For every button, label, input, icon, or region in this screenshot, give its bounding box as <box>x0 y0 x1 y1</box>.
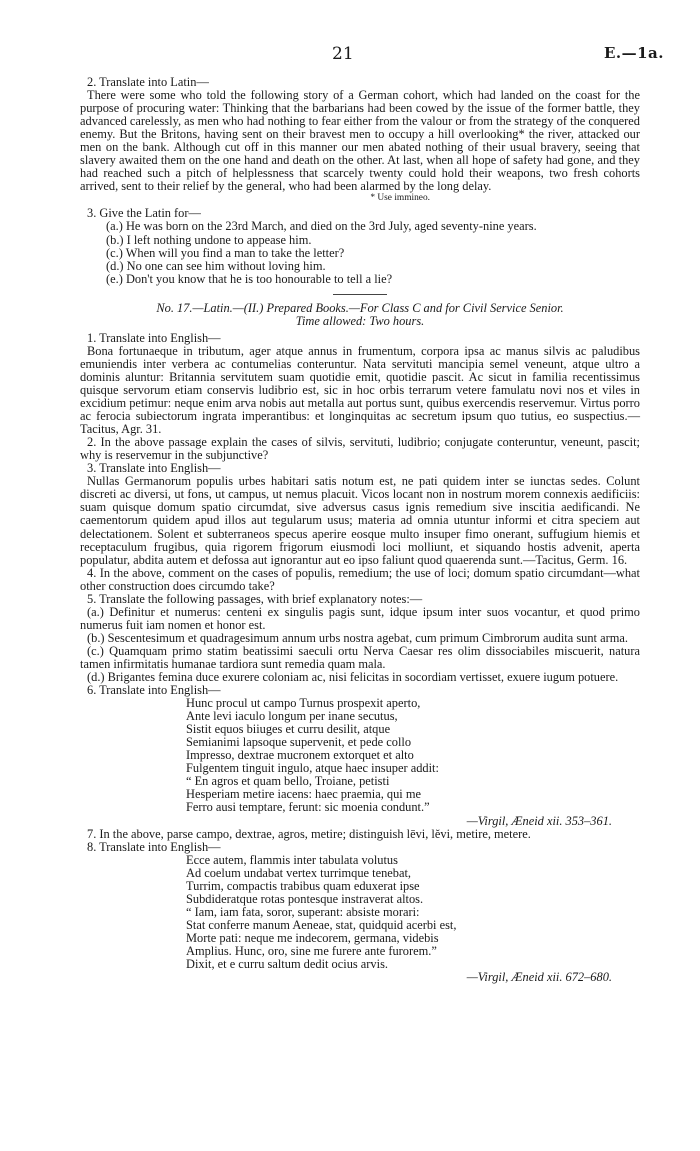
verse-line: Semianimi lapsoque supervenit, et pede collo <box>186 735 412 750</box>
verse-line: Amplius. Hunc, oro, sine me furere ante furorem.” <box>186 944 437 958</box>
question-text: Bona fortunaeque in tributum, ager atque annus in frumentum, corpora ipsa ac manus silvis ac paludibus emuniendis inter verbera ac contumelias conteruntur. Nata servituti mancipia semel veneunt, atque ultro a dominis aluntur: Britannia servitutem suam quotidie emit, quotidie pascit. Ac sicut in familia recentissimus quisque servorum etiam conservis ludibrio est, sic in hoc orbis terrarum vetere famulatu novi nos et viles in excidium petimur: neque enim arva nobis aut metalla aut portus sunt, quibus exercendis reservemur. Virtus porro ac ferocia subiectorum ingrata imperantibus: et longinquitas ac secretum ipsum quo tutius, eo suspectius.—Tacitus, Agr. 31. <box>80 343 640 437</box>
question-heading: 1. Translate into English— <box>87 330 221 345</box>
question-heading: 5. Translate the following passages, with brief explanatory notes:— <box>87 591 423 606</box>
section-divider <box>333 294 387 295</box>
question-heading: 8. Translate into English— <box>87 839 221 854</box>
paper-title: No. 17.—Latin.—(II.) Prepared Books.—For Class C and for Civil Service Senior. <box>156 300 564 315</box>
question-text: Nullas Germanorum populis urbes habitari satis notum est, ne pati quidem inter se iunctas sedes. Colunt discreti ac diversi, ut fons, ut campus, ut nemus placuit. Vicos locant non in nostrum morem connexis aedificiis: suam quisque domum spatio circumdat, sive adversus casus ignis remedium sive inscitia aedificandi. Ne caementorum quidem apud illos aut tegularum usus; materia ad omnia utuntur informi et citra speciem aut delectationem. Solent et subterraneos specus aperire eosque multo insuper fimo onerant, suffugium hiemis et receptaculum frugibus, quia rigorem frigorum eiusmodi loci molliunt, et siquando hostis advenit, aperta populatur, abdita autem et defossa aut ignorantur aut eo ipso faliunt quod quaerenda sunt.—Tacitus, Germ. 16. <box>80 474 640 567</box>
list-item: (d.) No one can see him without loving him. <box>106 258 326 273</box>
verse-line: Turrim, compactis trabibus quam eduxerat ipse <box>186 878 420 893</box>
list-item: (b.) I left nothing undone to appease him. <box>106 232 312 247</box>
question-heading: 2. Translate into Latin— <box>87 75 209 89</box>
document-reference: E.—1a. <box>603 44 664 62</box>
verse-line: Dixit, et e curru saltum dedit ocius arvis. <box>186 957 388 972</box>
verse-line: Ferro ausi temptare, ferunt: sic moenia condunt.” <box>186 800 430 815</box>
verse-line: Ante levi iaculo longum per inane secutus, <box>186 709 398 724</box>
citation: —Virgil, Æneid xii. 353–361. <box>466 813 612 828</box>
verse-line: Morte pati: neque me indecorem, germana, videbis <box>186 930 439 945</box>
verse-line: Hesperiam metire iacens: haec praemia, qui me <box>186 787 421 802</box>
list-item: (a.) Definitur et numerus: centeni ex singulis pagis sunt, idque ipsum inter suos vocantur, et quod primo numerus fuit iam nomen et honor est. <box>80 604 640 632</box>
question-text: There were some who told the following story of a German cohort, which had landed on the coast for the purpose of procuring water: Thinking that the barbarians had been cowed by the issue of the former battle, they advanced carelessly, as men who had nothing to fear either from the valour or from the strategy of the conquered enemy. But the Britons, having sent on their bravest men to occupy a hill overlooking* the river, attacked our men on the bank. Although cut off in this manner our men abated nothing of their usual bravery, seeing that slavery awaited them on the one hand and death on the other. At last, when all hope of safety had gone, and they had reached such a pitch of helplessness that scarcely twenty could hold their weapons, two fresh cohorts arrived, sent to their relief by the general, who had been alarmed by the long delay. <box>80 88 640 194</box>
list-item: (e.) Don't you know that he is too honourable to tell a lie? <box>106 271 393 286</box>
page-number: 21 <box>332 44 354 64</box>
question-text: 4. In the above, comment on the cases of populis, remedium; the use of loci; domum spatio circumdant—what other construction does circumdo take? <box>80 565 640 593</box>
verse-line: Hunc procul ut campo Turnus prospexit aperto, <box>186 696 421 711</box>
verse-line: “ En agros et quam bello, Troiane, petisti <box>186 774 390 789</box>
question-text: 2. In the above passage explain the cases of silvis, servituti, ludibrio; conjugate conteruntur, veneunt, pascit; why is reservemur in the subjunctive? <box>80 435 640 463</box>
verse-line: Ecce autem, flammis inter tabulata volutus <box>186 852 398 867</box>
footnote: * Use immineo. <box>370 193 430 204</box>
list-item: (c.) When will you find a man to take the letter? <box>106 245 345 260</box>
time-allowed: Time allowed: Two hours. <box>295 313 425 328</box>
citation: —Virgil, Æneid xii. 672–680. <box>466 970 612 985</box>
verse-line: Ad coelum undabat vertex turrimque tenebat, <box>186 865 412 880</box>
list-item: (d.) Brigantes femina duce exurere coloniam ac, nisi felicitas in socordiam vertisset, exuere iugum potuere. <box>87 670 619 685</box>
question-heading: 6. Translate into English— <box>87 683 221 698</box>
verse-line: Impresso, dextrae mucronem extorquet et alto <box>186 748 414 763</box>
verse-line: Sistit equos biiuges et curru desilit, atque <box>186 722 391 737</box>
list-item: (b.) Sescentesimum et quadragesimum annum urbs nostra agebat, cum primum Cimbrorum audita sunt arma. <box>87 630 628 645</box>
list-item: (a.) He was born on the 23rd March, and died on the 3rd July, aged seventy-nine years. <box>106 219 537 234</box>
question-heading: 3. Give the Latin for— <box>87 206 201 221</box>
verse-line: “ Iam, iam fata, soror, superant: absiste morari: <box>186 904 420 919</box>
verse-line: Subdideratque rotas pontesque instraverat altos. <box>186 891 424 906</box>
list-item: (c.) Quamquam primo statim beatissimi saeculi ortu Nerva Caesar res olim dissociabiles miscuerit, natura tamen infirmitatis humanae tardiora sunt remedia quam mala. <box>80 643 640 671</box>
verse-passage <box>80 854 640 971</box>
verse-passage <box>80 697 640 814</box>
verse-line: Fulgentem tinguit ingulo, atque haec insuper addit: <box>186 761 439 776</box>
verse-line: Stat conferre manum Aeneae, stat, quidquid acerbi est, <box>186 917 457 932</box>
question-text: 7. In the above, parse campo, dextrae, agros, metire; distinguish lēvi, lĕvi, metire, metere. <box>87 826 531 841</box>
page-body <box>80 76 640 984</box>
question-heading: 3. Translate into English— <box>87 461 221 476</box>
